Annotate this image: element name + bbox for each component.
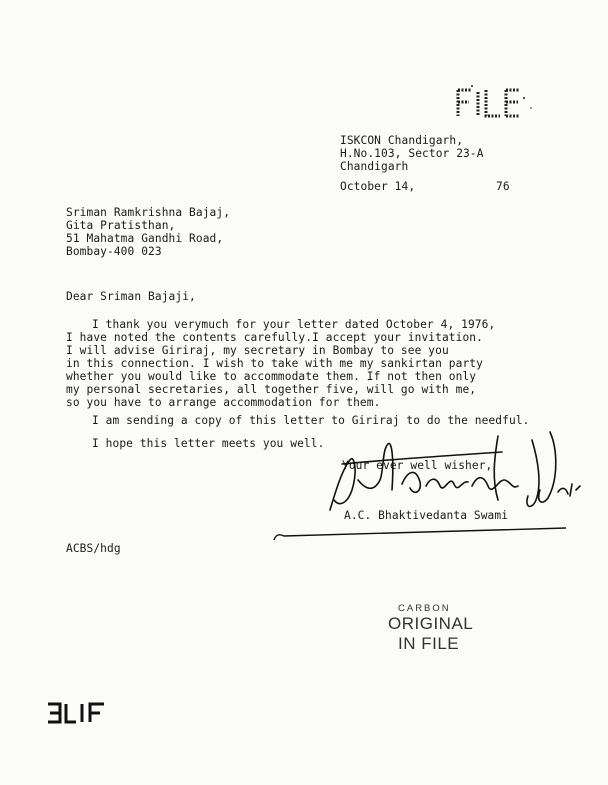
body-line-3: I will advise Giriraj, my secretary in Bombay to see you (66, 344, 449, 357)
file-stamp-bottom (44, 700, 108, 726)
in-file-label: IN FILE (398, 634, 460, 653)
signatory-name: A.C. Bhaktivedanta Swami (344, 509, 509, 522)
body-line-5: whether you would like to accommodate them. If not then only (66, 370, 477, 383)
salutation: Dear Sriman Bajaji, (66, 290, 196, 303)
handwritten-signature (322, 430, 584, 520)
body-line-4: in this connection. I wish to take with me my sankirtan party (66, 357, 483, 370)
reference-initials: ACBS/hdg (66, 542, 121, 555)
letter-date: October 14, (340, 180, 416, 193)
recipient-line-3: 51 Mahatma Gandhi Road, (66, 232, 224, 245)
carbon-original-stamp (388, 603, 473, 654)
original-label: ORIGINAL (388, 614, 474, 633)
recipient-line-2: Gita Pratisthan, (66, 219, 176, 232)
body-line-6: my personal secretaries, all together five, will go with me, (66, 383, 477, 396)
body-paragraph-3: I hope this letter meets you well. (92, 437, 325, 450)
file-stamp-top (452, 82, 534, 122)
signature-underline (272, 524, 568, 544)
closing: Your ever well wisher, (342, 459, 493, 472)
sender-line-2: H.No.103, Sector 23-A (340, 147, 484, 160)
recipient-line-1: Sriman Ramkrishna Bajaj, (66, 206, 231, 219)
sender-line-1: ISKCON Chandigarh, (340, 134, 464, 147)
body-line-2: I have noted the contents carefully.I accept your invitation. (66, 331, 483, 344)
carbon-label: CARBON (398, 603, 451, 614)
body-paragraph-2: I am sending a copy of this letter to Giriraj to do the needful. (92, 414, 530, 427)
recipient-line-4: Bombay-400 023 (66, 245, 162, 258)
body-line-7: so you have to arrange accommodation for them. (66, 396, 381, 409)
sender-line-3: Chandigarh (340, 160, 409, 173)
body-line-1: I thank you verymuch for your letter dated October 4, 1976, (92, 318, 496, 331)
letter-year: 76 (496, 180, 510, 193)
